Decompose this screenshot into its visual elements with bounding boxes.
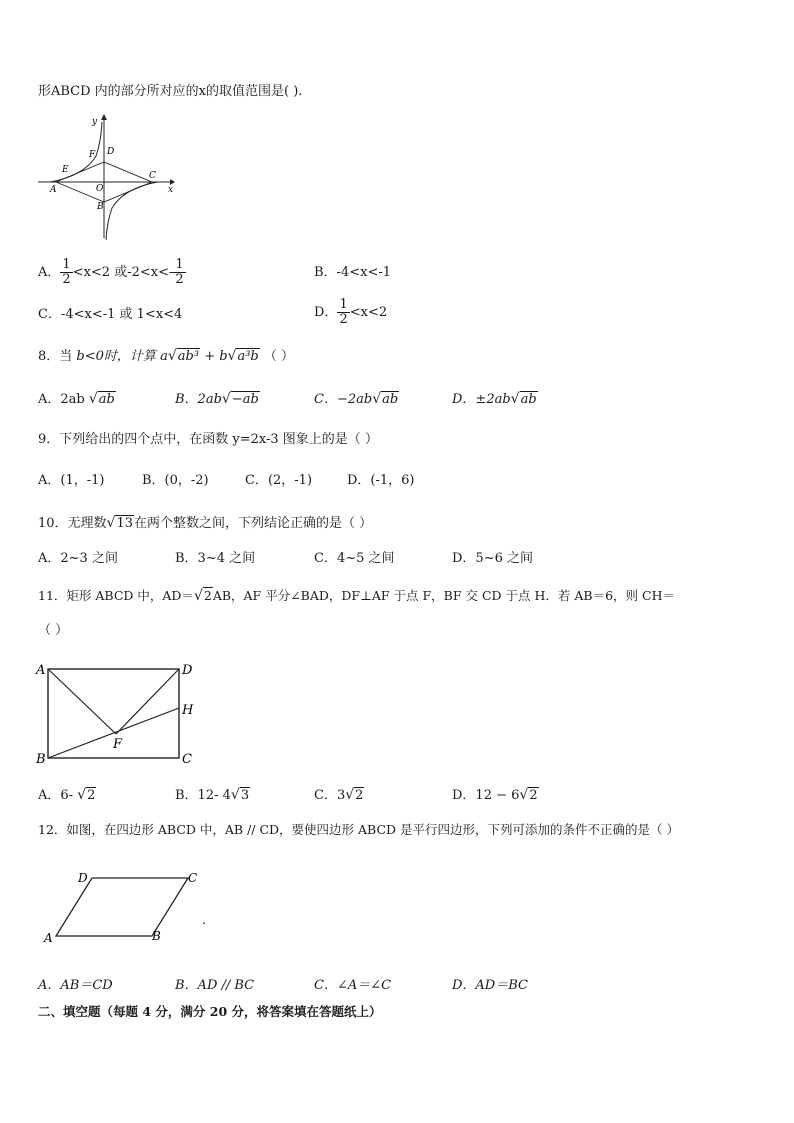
q11-fig-label-b: B — [36, 752, 46, 767]
radical-icon: √ — [372, 391, 382, 407]
radical-icon: √ — [345, 787, 355, 803]
q7-function-graph — [34, 112, 184, 244]
q11-option-b-label: B．12- 4 — [175, 788, 231, 803]
q10-stem-suffix: 在两个整数之间，下列结论正确的是（ ） — [134, 516, 373, 531]
q11-stem-suffix: AB，AF 平分∠BAD，DF⊥AF 于点 F，BF 交 CD 于点 H．若 AB＝6，则 CH＝ — [212, 588, 675, 603]
q7-option-d-tail: <x<2 — [349, 305, 388, 320]
q8-option-b-radicand: −ab — [231, 392, 259, 407]
q7-option-d[interactable] — [314, 298, 387, 327]
q7-option-a[interactable] — [38, 258, 186, 287]
radical-icon: √ — [221, 391, 231, 407]
q11-fig-label-a: A — [36, 663, 46, 678]
q11-radicand: 2 — [203, 588, 212, 603]
q7-option-d-label: D． — [314, 305, 338, 320]
q7-option-a-fraction1: $\frac{1}{2}$ — [62, 257, 71, 287]
q8-expr-a: a — [160, 349, 168, 364]
q7-graph-origin-label: O — [96, 184, 104, 194]
q12-fig-label-b: B — [152, 929, 161, 943]
q11-option-d-radicand: 2 — [529, 788, 538, 803]
radical-icon: √ — [88, 391, 98, 407]
q12-option-b[interactable]: B．AD // BC — [175, 978, 255, 993]
q7-graph-y-label: y — [92, 117, 98, 127]
q8-stem-prefix: 8．当 — [38, 349, 73, 364]
radical-icon: √ — [519, 787, 529, 803]
q8-option-d-label: D．±2ab — [452, 392, 511, 407]
radical-icon: √ — [227, 348, 237, 364]
q11-fig-label-d: D — [182, 663, 193, 678]
radical-icon: √ — [77, 787, 87, 803]
q11-stem — [38, 587, 675, 605]
q11-option-d-label: D．12 − 6 — [452, 788, 520, 803]
q7-graph-point-f: F — [89, 150, 96, 160]
q10-stem-prefix: 10．无理数 — [38, 516, 107, 531]
q8-expr-radicand1: ab³ — [177, 349, 200, 364]
q12-option-c[interactable]: C．∠A＝∠C — [314, 978, 392, 993]
q7-graph-point-c: C — [149, 171, 156, 181]
q9-option-c[interactable]: C．(2，-1) — [245, 473, 313, 488]
q9-stem: 9．下列给出的四个点中，在函数 y=2x-3 图象上的是（ ） — [38, 432, 378, 447]
q11-fig-label-f: F — [113, 737, 123, 752]
q10-option-b[interactable]: B．3~4 之间 — [175, 551, 256, 566]
q8-option-c-radicand: ab — [382, 392, 399, 407]
q7-graph-x-label: x — [168, 185, 174, 195]
q7-option-c[interactable]: C．-4<x<-1 或 1<x<4 — [38, 307, 183, 322]
q8-expr-plus: + b — [204, 349, 228, 364]
q11-option-c[interactable] — [314, 786, 364, 805]
q11-option-a[interactable] — [38, 786, 96, 805]
q12-fig-label-d: D — [78, 871, 88, 885]
q8-option-d[interactable] — [452, 390, 538, 409]
q12-fig-label-a: A — [44, 931, 53, 945]
radical-icon: √ — [193, 588, 203, 604]
q12-fig-label-c: C — [188, 871, 198, 885]
q11-option-c-label: C．3 — [314, 788, 346, 803]
q8-option-a-radicand: ab — [98, 392, 115, 407]
q11-option-a-label: A．6- — [38, 788, 78, 803]
radical-icon: √ — [106, 515, 116, 531]
q8-option-a-label: A．2ab — [38, 392, 85, 407]
q10-stem — [38, 514, 372, 533]
q8-option-b-label: B．2ab — [175, 392, 222, 407]
radical-icon: √ — [510, 391, 520, 407]
q9-option-b[interactable]: B．(0，-2) — [142, 473, 209, 488]
q7-option-a-mid: <x<2 或-2<x<- — [72, 265, 174, 280]
q10-radicand: 13 — [116, 516, 134, 531]
radical-icon: √ — [167, 348, 177, 364]
q11-option-d[interactable] — [452, 786, 539, 805]
q8-option-a[interactable] — [38, 390, 116, 409]
q7-stem: 形ABCD 内的部分所对应的x的取值范围是( ). — [38, 84, 303, 99]
q12-option-d[interactable]: D．AD＝BC — [452, 978, 528, 993]
q9-option-d[interactable]: D．(-1，6) — [347, 473, 415, 488]
q7-option-b[interactable]: B．-4<x<-1 — [314, 265, 391, 280]
q11-option-b-radicand: 3 — [240, 788, 250, 803]
q10-option-d[interactable]: D．5~6 之间 — [452, 551, 533, 566]
q7-graph-point-e: E — [62, 165, 69, 175]
q8-condition: b<0时，计算 — [76, 349, 156, 364]
q12-parallelogram-figure — [40, 866, 220, 948]
q8-stem — [38, 347, 294, 366]
q10-option-c[interactable]: C．4~5 之间 — [314, 551, 395, 566]
q9-option-a[interactable]: A．(1，-1) — [38, 473, 105, 488]
q7-graph-point-d: D — [107, 147, 115, 157]
q7-option-a-label: A． — [38, 265, 61, 280]
radical-icon: √ — [230, 787, 240, 803]
q12-stem: 12．如图，在四边形 ABCD 中，AB // CD，要使四边形 ABCD 是平行四边形，下列可添加的条件不正确的是（ ） — [38, 822, 680, 837]
section2-heading: 二、填空题（每题 4 分，满分 20 分，将答案填在答题纸上） — [38, 1004, 382, 1019]
q7-option-d-fraction: $\frac{1}{2}$ — [339, 297, 348, 327]
q8-option-c-label: C．−2ab — [314, 392, 373, 407]
q11-option-b[interactable] — [175, 786, 250, 805]
q11-fig-label-c: C — [182, 752, 192, 767]
q12-option-a[interactable]: A．AB＝CD — [38, 978, 113, 993]
q8-option-c[interactable] — [314, 390, 399, 409]
q7-graph-point-a: A — [50, 185, 57, 195]
q7-option-a-fraction2: $\frac{1}{2}$ — [175, 257, 184, 287]
q10-option-a[interactable]: A．2~3 之间 — [38, 551, 118, 566]
q11-stem-prefix: 11．矩形 ABCD 中，AD＝ — [38, 588, 194, 603]
q8-option-b[interactable] — [175, 390, 260, 409]
q12-fig-dot: . — [202, 913, 206, 927]
q11-rectangle-figure — [34, 656, 204, 772]
q11-option-a-radicand: 2 — [87, 788, 96, 803]
q8-option-d-radicand: ab — [520, 392, 537, 407]
q11-answer-blank: （ ） — [38, 623, 69, 638]
q11-fig-label-h: H — [182, 703, 194, 718]
q8-answer-blank: （ ） — [263, 349, 295, 364]
q8-expr-radicand2: a³b — [237, 349, 259, 364]
q7-graph-point-b: B — [97, 202, 104, 212]
q11-option-c-radicand: 2 — [355, 788, 364, 803]
